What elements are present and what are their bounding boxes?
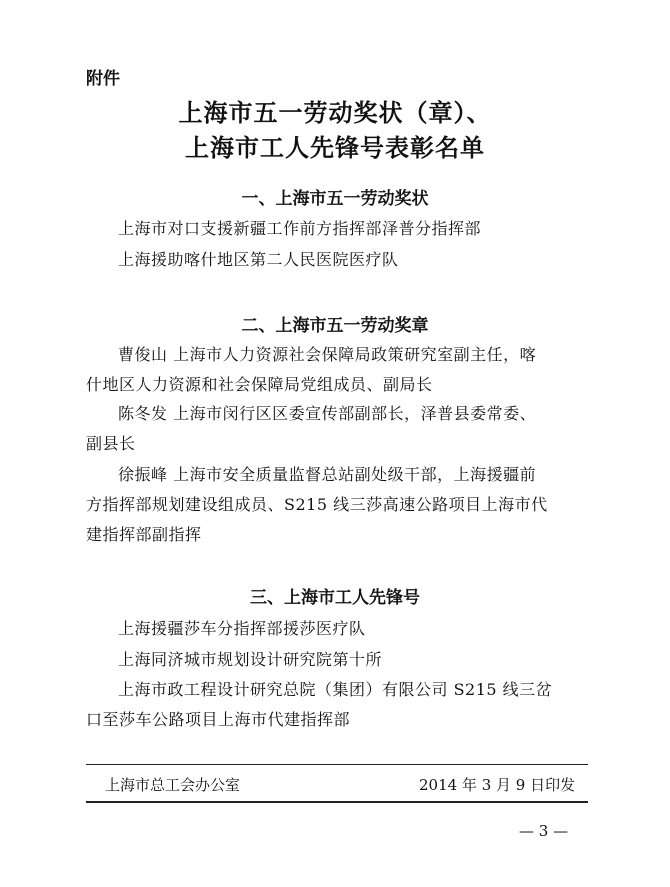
attachment-label: 附件 <box>86 69 120 89</box>
footer-date: 2014 年 3 月 9 日印发 <box>419 776 576 794</box>
section-3-heading: 三、上海市工人先锋号 <box>250 588 420 608</box>
page-number: — 3 — <box>519 822 569 840</box>
section-2-line: 方指挥部规划建设组成员、S215 线三莎高速公路项目上海市代 <box>86 495 548 514</box>
section-3-line: 上海同济城市规划设计研究院第十所 <box>118 650 383 669</box>
section-2-line: 曹俊山 上海市人力资源社会保障局政策研究室副主任，喀 <box>118 345 537 364</box>
section-3-line: 口至莎车公路项目上海市代建指挥部 <box>86 710 351 729</box>
footer-issuer: 上海市总工会办公室 <box>105 776 241 794</box>
section-1-item: 上海市对口支援新疆工作前方指挥部泽普分指挥部 <box>118 219 482 238</box>
title-line-2: 上海市工人先锋号表彰名单 <box>185 133 485 162</box>
section-1-item: 上海援助喀什地区第二人民医院医疗队 <box>118 250 399 269</box>
section-2-line: 建指挥部副指挥 <box>86 525 202 544</box>
section-2-line: 副县长 <box>86 434 136 453</box>
footer-top-rule <box>86 764 588 765</box>
section-1-heading: 一、上海市五一劳动奖状 <box>241 189 429 209</box>
footer-bottom-rule <box>86 801 588 803</box>
section-2-heading: 二、上海市五一劳动奖章 <box>241 316 429 336</box>
section-3-line: 上海援疆莎车分指挥部援莎医疗队 <box>118 619 366 638</box>
title-line-1: 上海市五一劳动奖状（章）、 <box>178 98 492 127</box>
section-3-line: 上海市政工程设计研究总院（集团）有限公司 S215 线三岔 <box>118 680 553 699</box>
section-2-line: 什地区人力资源和社会保障局党组成员、副局长 <box>86 375 433 394</box>
section-2-line: 陈冬发 上海市闵行区区委宣传部副部长，泽普县委常委、 <box>118 404 537 423</box>
section-2-line: 徐振峰 上海市安全质量监督总站副处级干部，上海援疆前 <box>118 465 537 484</box>
